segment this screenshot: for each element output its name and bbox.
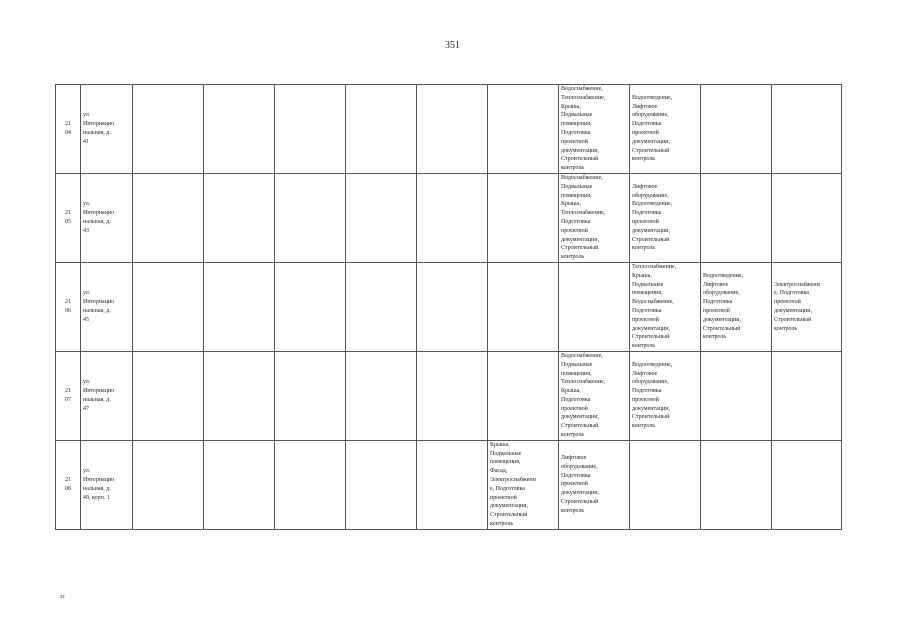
work-cell [417,440,488,529]
row-number: 21 07 [56,351,81,440]
repair-works-table [55,84,842,530]
work-cell [133,173,204,262]
work-cell [772,440,842,529]
work-cell: Водоотведение, Лифтовое оборудование, Подготовка проектной документации, Строительный контроль [630,85,701,174]
page-number: 351 [445,40,460,51]
work-cell [346,85,417,174]
work-cell [417,351,488,440]
table-row [56,262,842,351]
work-cell [772,351,842,440]
work-cell: Крыша, Подвальные помещения, Фасад, Электроснабжени е, Подготовка проектной документации, Строительный контроль [488,440,559,529]
row-number: 21 05 [56,173,81,262]
work-cell [346,173,417,262]
work-cell [133,440,204,529]
work-cell: Лифтовое оборудование, Водоотведение, Подготовка проектной документации, Строительный контроль [630,173,701,262]
work-cell: Водоотведение, Лифтовое оборудование, Подготовка проектной документации, Строительный контроль [701,262,772,351]
work-cell: Водоотведение, Лифтовое оборудование, Подготовка проектной документации, Строительный контроль [630,351,701,440]
work-cell [133,351,204,440]
work-cell: Водоснабжение, Подвальные помещения, Крыша, Теплоснабжение, Подготовка проектной документации, Строительный контроль [559,173,630,262]
work-cell [488,351,559,440]
work-cell [488,85,559,174]
row-number: 21 04 [56,85,81,174]
work-cell [417,173,488,262]
work-cell [772,85,842,174]
row-number: 21 08 [56,440,81,529]
address-cell: ул. Интернацио нальная, д. 41 [81,85,133,174]
footer-mark: зг [60,594,65,600]
work-cell [488,173,559,262]
work-cell [346,440,417,529]
work-cell [204,440,275,529]
work-cell [701,440,772,529]
work-cell [701,173,772,262]
work-cell: Водоснабжение, Подвальные помещения, Теплоснабжение, Крыша, Подготовка проектной документации, Строительный контроль [559,351,630,440]
work-cell [701,85,772,174]
address-cell: ул. Интернацио нальная, д. 45 [81,262,133,351]
work-cell [204,85,275,174]
work-cell [772,173,842,262]
work-cell [346,351,417,440]
work-cell: Водоснабжение, Теплоснабжение, Крыша, Подвальные помещения, Подготовка проектной документации, Строительный контроль [559,85,630,174]
work-cell [204,173,275,262]
work-cell [204,262,275,351]
row-number: 21 06 [56,262,81,351]
work-cell [133,262,204,351]
work-cell [275,85,346,174]
work-cell: Лифтовое оборудование, Подготовка проектной документации, Строительный контроль [559,440,630,529]
work-cell [346,262,417,351]
work-cell [417,85,488,174]
table-row [56,173,842,262]
work-cell [488,262,559,351]
table-row [56,85,842,174]
work-cell [701,351,772,440]
address-cell: ул. Интернацио нальная, д. 49, корп. 1 [81,440,133,529]
work-cell [559,262,630,351]
table-row [56,351,842,440]
work-cell [630,440,701,529]
address-cell: ул. Интернацио нальная, д. 43 [81,173,133,262]
work-cell [275,440,346,529]
work-cell: Электроснабжени е, Подготовка проектной документации, Строительный контроль [772,262,842,351]
address-cell: ул. Интернацио нальная, д. 47 [81,351,133,440]
work-cell [417,262,488,351]
work-cell: Теплоснабжение, Крыша, Подвальные помещения, Водоснабжение, Подготовка проектной документации, Строительный контроль [630,262,701,351]
work-cell [275,173,346,262]
table-row [56,440,842,529]
work-cell [133,85,204,174]
work-cell [204,351,275,440]
work-cell [275,262,346,351]
work-cell [275,351,346,440]
